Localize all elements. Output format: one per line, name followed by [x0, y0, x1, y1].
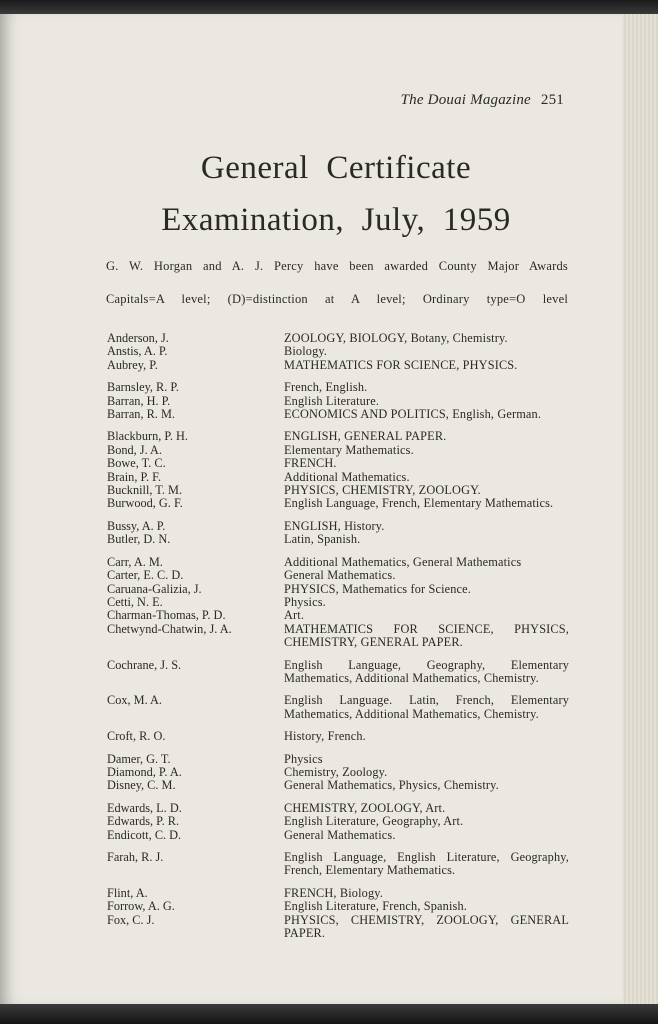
candidate-subjects: Latin, Spanish. — [284, 532, 361, 547]
candidate-name: Barran, H. P. — [107, 393, 171, 408]
result-group — [107, 753, 569, 793]
candidate-subjects: ZOOLOGY, BIOLOGY, Botany, Chemistry. — [284, 331, 508, 345]
result-entry — [107, 583, 569, 596]
result-entry — [107, 381, 569, 394]
candidate-name: Croft, R. O. — [107, 729, 166, 744]
candidate-subjects: Elementary Mathematics. — [284, 442, 414, 457]
result-entry — [107, 766, 569, 779]
awards-note: G. W. Horgan and A. J. Percy have been awarded County Major Awards — [106, 259, 568, 273]
result-entry — [107, 533, 569, 546]
candidate-subjects: CHEMISTRY, ZOOLOGY, Art. — [284, 800, 446, 815]
result-entry — [107, 829, 569, 842]
result-entry — [107, 569, 569, 582]
candidate-name: Edwards, L. D. — [107, 800, 182, 815]
result-entry — [107, 332, 569, 345]
candidate-name: Bond, J. A. — [107, 442, 163, 457]
candidate-name: Fox, C. J. — [107, 912, 155, 927]
result-group — [107, 659, 569, 686]
result-group — [107, 381, 569, 421]
candidate-subjects: History, French. — [284, 729, 366, 744]
result-entry — [107, 900, 569, 913]
result-entry — [107, 659, 569, 686]
result-group — [107, 556, 569, 650]
candidate-subjects: Additional Mathematics, General Mathematics — [284, 554, 522, 569]
result-entry — [107, 556, 569, 569]
result-group — [107, 730, 569, 743]
result-entry — [107, 694, 569, 721]
result-group — [107, 430, 569, 510]
result-entry — [107, 444, 569, 457]
candidate-name: Damer, G. T. — [107, 751, 171, 766]
candidate-subjects: ECONOMICS AND POLITICS, English, German. — [284, 407, 542, 422]
candidate-subjects: General Mathematics. — [284, 568, 396, 583]
candidate-name: Cox, M. A. — [107, 693, 163, 708]
candidate-name: Brain, P. F. — [107, 469, 162, 484]
candidate-subjects: PHYSICS, CHEMISTRY, ZOOLOGY, GENERAL PAPER. — [284, 912, 569, 941]
result-entry — [107, 851, 569, 878]
page-number: 251 — [540, 92, 564, 108]
result-entry — [107, 730, 569, 743]
magazine-page — [0, 14, 624, 1004]
candidate-subjects: ENGLISH, History. — [284, 518, 385, 533]
running-head — [401, 92, 564, 109]
result-entry — [107, 430, 569, 443]
candidate-name: Aubrey, P. — [107, 357, 158, 372]
candidate-subjects: General Mathematics. — [284, 827, 396, 842]
candidate-name: Cetti, N. E. — [107, 594, 163, 609]
candidate-name: Disney, C. M. — [107, 778, 176, 793]
candidate-name: Anderson, J. — [107, 331, 169, 345]
candidate-name: Bucknill, T. M. — [107, 483, 183, 498]
result-entry — [107, 914, 569, 941]
result-entry — [107, 497, 569, 510]
candidate-subjects: General Mathematics, Physics, Chemistry. — [284, 778, 499, 793]
candidate-name: Cochrane, J. S. — [107, 657, 182, 672]
result-entry — [107, 815, 569, 828]
candidate-subjects: English Language, Geography, Elementary Mathematics, Additional Mathematics, Chemistry. — [284, 657, 569, 685]
candidate-subjects: Biology. — [284, 344, 328, 359]
book-edge-bottom — [0, 1004, 658, 1024]
candidate-subjects: Physics — [284, 751, 323, 766]
result-group — [107, 520, 569, 547]
result-entry — [107, 802, 569, 815]
candidate-subjects: Chemistry, Zoology. — [284, 764, 388, 779]
result-entry — [107, 520, 569, 533]
article-title-line-1: General Certificate — [200, 150, 472, 186]
result-entry — [107, 359, 569, 372]
candidate-subjects: MATHEMATICS FOR SCIENCE, PHYSICS. — [284, 357, 518, 372]
result-entry — [107, 779, 569, 792]
candidate-name: Endicott, C. D. — [107, 827, 182, 842]
candidate-name: Blackburn, P. H. — [107, 429, 188, 444]
candidate-subjects: English Language, French, Elementary Mathematics. — [284, 496, 554, 511]
candidate-subjects: Physics. — [284, 594, 326, 609]
candidate-subjects: English Language, English Literature, Geography, French, Elementary Mathematics. — [284, 850, 569, 878]
result-entry — [107, 887, 569, 900]
result-entry — [107, 471, 569, 484]
candidate-subjects: English Literature. — [284, 393, 380, 408]
result-entry — [107, 345, 569, 358]
candidate-subjects: FRENCH. — [284, 456, 337, 471]
candidate-subjects: English Language. Latin, French, Elementary Mathematics, Additional Mathematics, Chemistry. — [284, 693, 569, 721]
result-entry — [107, 457, 569, 470]
result-group — [107, 851, 569, 878]
article-title-line-2: Examination, July, 1959 — [161, 202, 511, 238]
page-stack-edge — [622, 14, 658, 1004]
result-group — [107, 332, 569, 372]
candidate-name: Anstis, A. P. — [107, 344, 168, 359]
result-group — [107, 802, 569, 842]
book-edge-top — [0, 0, 658, 14]
result-group — [107, 694, 569, 721]
result-entry — [107, 609, 569, 622]
result-entry — [107, 395, 569, 408]
result-entry — [107, 753, 569, 766]
candidate-name: Bowe, T. C. — [107, 456, 166, 471]
candidate-subjects: French, English. — [284, 380, 368, 395]
candidate-name: Carr, A. M. — [107, 554, 163, 569]
candidate-name: Charman-Thomas, P. D. — [107, 608, 226, 623]
candidate-name: Chetwynd-Chatwin, J. A. — [107, 621, 232, 636]
candidate-name: Caruana-Galizia, J. — [107, 581, 202, 596]
candidate-name: Farah, R. J. — [107, 850, 164, 864]
candidate-subjects: English Literature, Geography, Art. — [284, 814, 464, 829]
candidate-subjects: ENGLISH, GENERAL PAPER. — [284, 429, 447, 444]
result-entry — [107, 484, 569, 497]
result-entry — [107, 408, 569, 421]
candidate-subjects: PHYSICS, CHEMISTRY, ZOOLOGY. — [284, 483, 481, 498]
results-list — [107, 332, 569, 949]
magazine-title: The Douai Magazine — [400, 92, 531, 108]
level-key-note: Capitals=A level; (D)=distinction at A level; Ordinary type=O level — [106, 292, 568, 306]
result-group — [107, 887, 569, 941]
candidate-subjects: Art. — [284, 608, 305, 623]
candidate-name: Flint, A. — [107, 885, 148, 900]
candidate-name: Butler, D. N. — [107, 532, 171, 547]
candidate-subjects: PHYSICS, Mathematics for Science. — [284, 581, 471, 596]
candidate-name: Bussy, A. P. — [107, 518, 166, 533]
candidate-name: Barran, R. M. — [107, 407, 175, 422]
candidate-subjects: MATHEMATICS FOR SCIENCE, PHYSICS, CHEMISTRY, GENERAL PAPER. — [284, 621, 569, 650]
candidate-subjects: English Literature, French, Spanish. — [284, 899, 467, 914]
candidate-name: Carter, E. C. D. — [107, 568, 184, 583]
candidate-name: Forrow, A. G. — [107, 899, 175, 914]
result-entry — [107, 596, 569, 609]
result-entry — [107, 623, 569, 650]
candidate-name: Burwood, G. F. — [107, 496, 183, 511]
candidate-name: Diamond, P. A. — [107, 764, 182, 779]
candidate-name: Edwards, P. R. — [107, 814, 180, 829]
candidate-subjects: Additional Mathematics. — [284, 469, 410, 484]
candidate-name: Barnsley, R. P. — [107, 380, 179, 395]
candidate-subjects: FRENCH, Biology. — [284, 885, 383, 900]
